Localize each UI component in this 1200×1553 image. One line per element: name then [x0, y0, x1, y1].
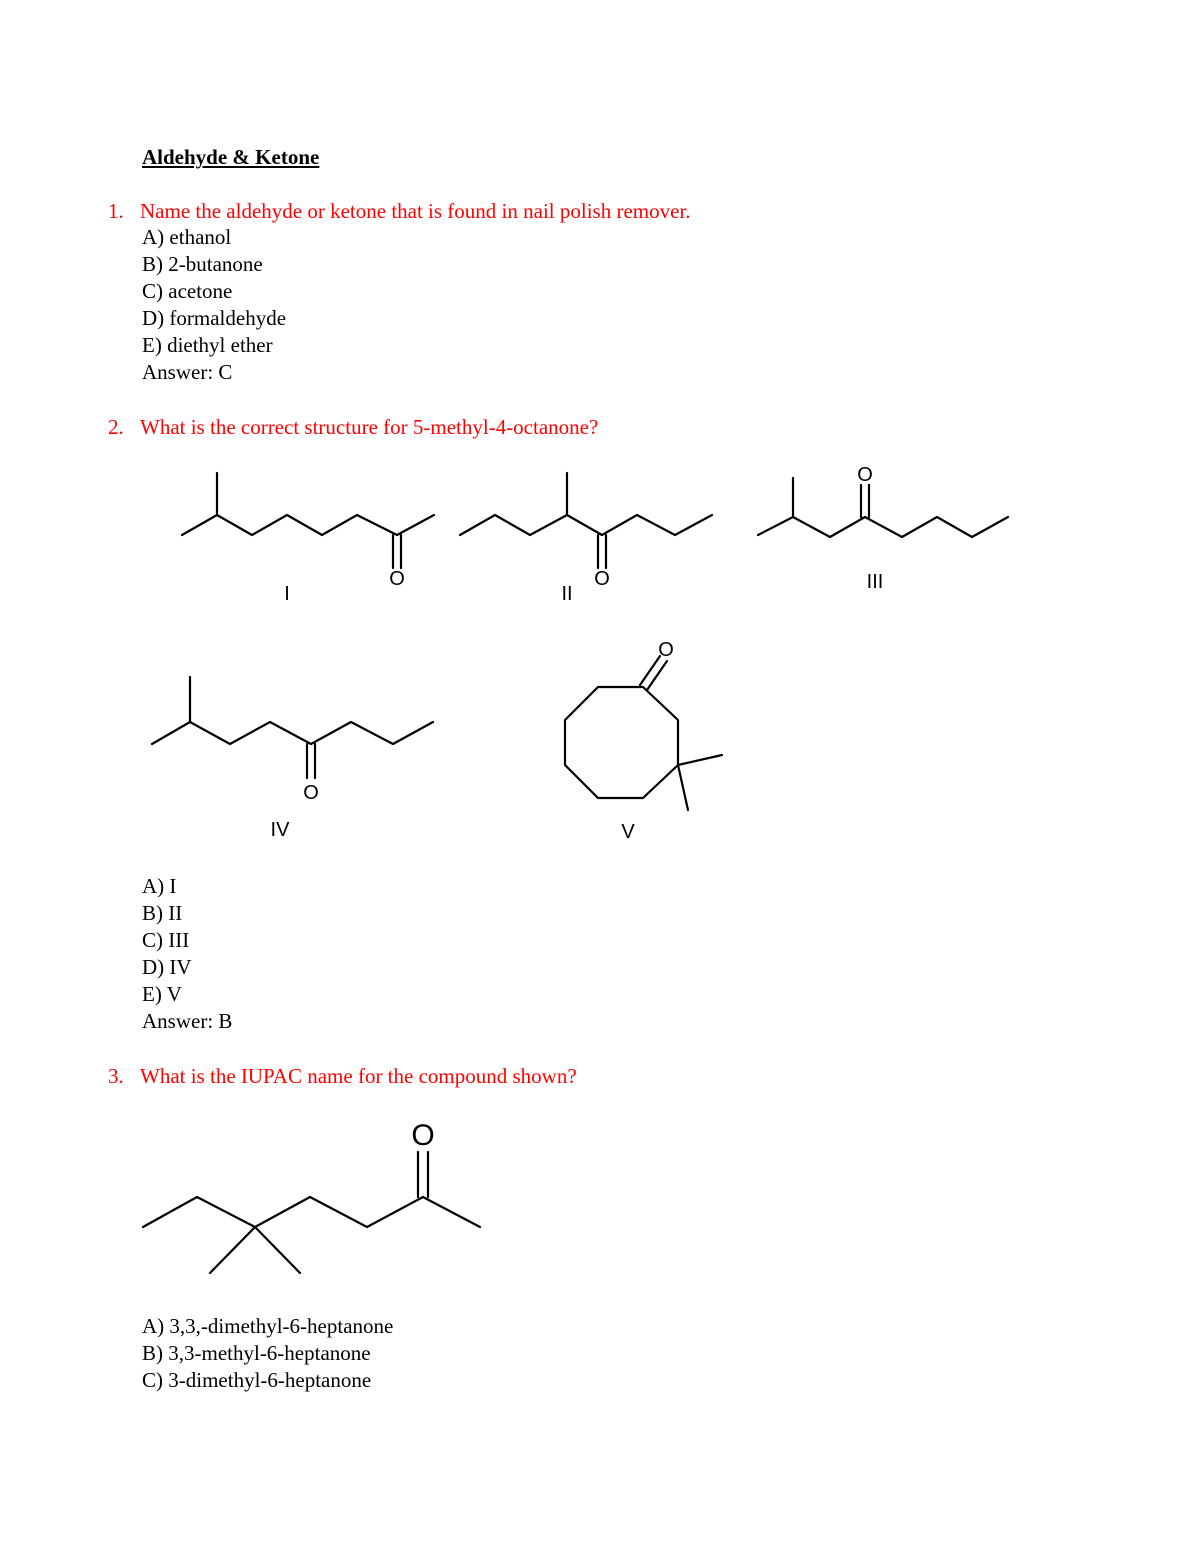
question-text: Name the aldehyde or ketone that is found in nail polish remover.: [140, 199, 691, 223]
option-b: B) 3,3-methyl-6-heptanone: [142, 1341, 371, 1365]
question-text: What is the correct structure for 5-methyl-4-octanone?: [140, 415, 599, 439]
structure-v: [565, 639, 722, 843]
option-d: D) IV: [142, 955, 192, 979]
structure-ii: [460, 473, 712, 605]
oxygen-label: O: [658, 639, 674, 661]
oxygen-label: O: [389, 568, 405, 590]
structure-label-iv: IV: [270, 819, 290, 841]
structures-figure: [0, 450, 1200, 850]
option-a: A) 3,3,-dimethyl-6-heptanone: [142, 1314, 394, 1338]
structure-label-i: I: [284, 583, 290, 605]
question-text: What is the IUPAC name for the compound shown?: [140, 1064, 577, 1088]
oxygen-label: O: [857, 464, 873, 486]
structure-i: [182, 473, 434, 605]
answer: Answer: B: [142, 1009, 233, 1033]
compound-structure: [143, 1119, 480, 1273]
question-number: 1.: [108, 199, 124, 223]
option-c: C) 3-dimethyl-6-heptanone: [142, 1368, 372, 1392]
oxygen-label: O: [303, 782, 319, 804]
option-a: A) I: [142, 874, 177, 898]
page-title: Aldehyde & Ketone: [142, 145, 320, 169]
question-2: [108, 414, 598, 441]
structure-label-iii: III: [866, 571, 884, 593]
structure-iii: [758, 464, 1008, 593]
option-d: D) formaldehyde: [142, 306, 287, 330]
question-1: [108, 198, 691, 225]
question-3-structure: [0, 1110, 1200, 1290]
question-number: 3.: [108, 1064, 124, 1088]
question-1-options: [142, 224, 286, 386]
question-number: 2.: [108, 415, 124, 439]
answer: Answer: C: [142, 360, 233, 384]
oxygen-label: O: [594, 568, 610, 590]
option-a: A) ethanol: [142, 225, 232, 249]
option-c: C) acetone: [142, 279, 233, 303]
option-c: C) III: [142, 928, 190, 952]
structure-iv: [152, 677, 433, 841]
structure-label-ii: II: [561, 583, 573, 605]
question-3-options: [142, 1313, 393, 1394]
structure-label-v: V: [621, 821, 635, 843]
option-b: B) II: [142, 901, 183, 925]
option-e: E) V: [142, 982, 182, 1006]
option-e: E) diethyl ether: [142, 333, 273, 357]
question-2-options: [142, 873, 232, 1035]
oxygen-label: O: [411, 1119, 435, 1152]
option-b: B) 2-butanone: [142, 252, 263, 276]
question-3: [108, 1063, 577, 1090]
